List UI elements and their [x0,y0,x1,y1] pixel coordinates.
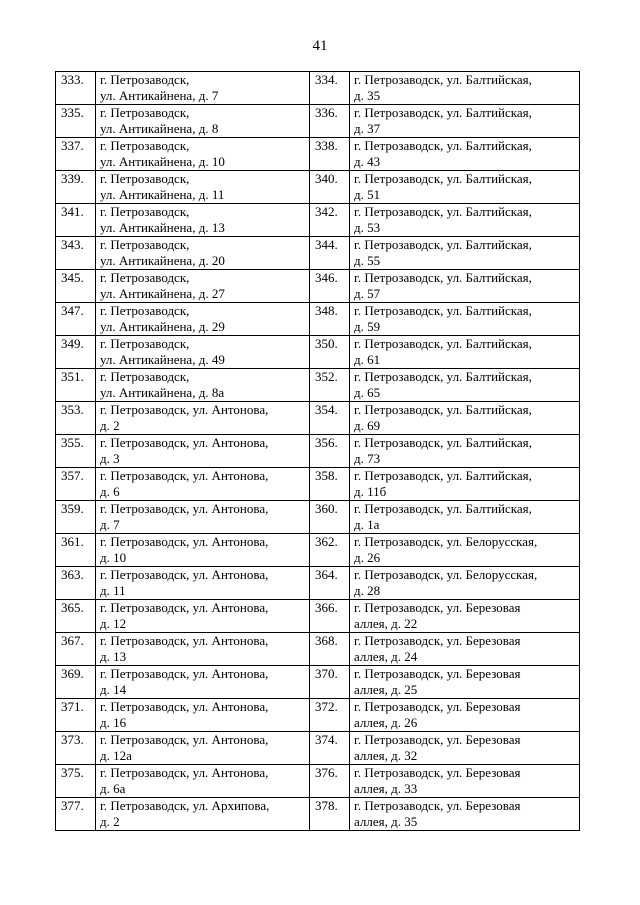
entry-number: 371. [56,699,96,732]
entry-number: 365. [56,600,96,633]
address-line-2: д. 14 [100,682,127,697]
entry-number: 336. [310,105,350,138]
address-line-1: г. Петрозаводск, ул. Антонова, [100,567,269,582]
entry-number: 334. [310,72,350,105]
address-line-1: г. Петрозаводск, ул. Архипова, [100,798,270,813]
address-cell [350,534,580,567]
address-line-2: д. 53 [354,220,381,235]
address-line-2: д. 11б [354,484,387,499]
address-line-1: г. Петрозаводск, ул. Березовая [354,600,521,615]
entry-number: 333. [56,72,96,105]
address-line-1: г. Петрозаводск, ул. Антонова, [100,600,269,615]
entry-number: 343. [56,237,96,270]
address-cell [96,633,310,666]
entry-number: 335. [56,105,96,138]
address-line-2: ул. Антикайнена, д. 49 [100,352,225,367]
entry-number: 353. [56,402,96,435]
address-line-1: г. Петрозаводск, ул. Балтийская, [354,270,532,285]
address-line-1: г. Петрозаводск, ул. Березовая [354,633,521,648]
entry-number: 361. [56,534,96,567]
entry-number: 350. [310,336,350,369]
address-cell [96,765,310,798]
entry-number: 354. [310,402,350,435]
address-line-2: ул. Антикайнена, д. 13 [100,220,225,235]
entry-number: 359. [56,501,96,534]
address-line-2: д. 61 [354,352,381,367]
address-line-1: г. Петрозаводск, ул. Белорусская, [354,567,538,582]
entry-number: 349. [56,336,96,369]
entry-number: 339. [56,171,96,204]
entry-number: 358. [310,468,350,501]
address-line-2: аллея, д. 32 [354,748,418,763]
address-line-1: г. Петрозаводск, ул. Балтийская, [354,138,532,153]
address-line-2: д. 26 [354,550,381,565]
address-cell [350,501,580,534]
address-line-1: г. Петрозаводск, [100,303,190,318]
address-cell [350,567,580,600]
address-line-1: г. Петрозаводск, ул. Березовая [354,699,521,714]
address-cell [96,534,310,567]
entry-number: 340. [310,171,350,204]
table-row [56,501,580,534]
table-row [56,105,580,138]
address-cell [350,798,580,831]
address-line-1: г. Петрозаводск, ул. Антонова, [100,435,269,450]
address-line-1: г. Петрозаводск, ул. Балтийская, [354,435,532,450]
address-line-1: г. Петрозаводск, ул. Балтийская, [354,171,532,186]
address-cell [96,138,310,171]
table-row [56,138,580,171]
address-line-2: д. 51 [354,187,381,202]
address-line-2: д. 35 [354,88,381,103]
address-cell [96,567,310,600]
address-line-2: ул. Антикайнена, д. 11 [100,187,225,202]
address-line-2: д. 37 [354,121,381,136]
address-line-2: ул. Антикайнена, д. 8 [100,121,219,136]
entry-number: 342. [310,204,350,237]
address-cell [96,402,310,435]
table-row [56,699,580,732]
entry-number: 367. [56,633,96,666]
address-line-1: г. Петрозаводск, ул. Березовая [354,732,521,747]
address-cell [96,732,310,765]
address-line-2: д. 11 [100,583,126,598]
address-table-body [56,72,580,831]
address-line-1: г. Петрозаводск, ул. Балтийская, [354,72,532,87]
address-line-2: д. 7 [100,517,120,532]
address-line-1: г. Петрозаводск, ул. Балтийская, [354,402,532,417]
address-cell [350,303,580,336]
table-row [56,567,580,600]
entry-number: 351. [56,369,96,402]
address-cell [350,699,580,732]
address-line-1: г. Петрозаводск, [100,204,190,219]
address-line-2: ул. Антикайнена, д. 20 [100,253,225,268]
table-row [56,666,580,699]
address-cell [96,72,310,105]
address-cell [96,237,310,270]
entry-number: 364. [310,567,350,600]
table-row [56,270,580,303]
address-cell [96,798,310,831]
entry-number: 377. [56,798,96,831]
address-cell [350,633,580,666]
address-table [55,71,580,831]
entry-number: 362. [310,534,350,567]
address-line-1: г. Петрозаводск, [100,105,190,120]
address-cell [96,468,310,501]
address-cell [350,270,580,303]
address-line-1: г. Петрозаводск, ул. Антонова, [100,468,269,483]
address-line-2: аллея, д. 22 [354,616,418,631]
address-cell [96,270,310,303]
entry-number: 375. [56,765,96,798]
address-line-1: г. Петрозаводск, [100,369,190,384]
address-cell [350,666,580,699]
address-line-1: г. Петрозаводск, ул. Балтийская, [354,303,532,318]
address-line-2: ул. Антикайнена, д. 8а [100,385,225,400]
address-line-1: г. Петрозаводск, ул. Березовая [354,765,521,780]
table-row [56,732,580,765]
table-row [56,633,580,666]
address-line-2: д. 73 [354,451,381,466]
address-cell [350,72,580,105]
address-line-2: д. 13 [100,649,127,664]
table-row [56,171,580,204]
address-line-2: д. 28 [354,583,381,598]
entry-number: 347. [56,303,96,336]
address-cell [96,171,310,204]
address-line-1: г. Петрозаводск, ул. Балтийская, [354,105,532,120]
address-line-2: д. 1а [354,517,380,532]
address-line-1: г. Петрозаводск, ул. Антонова, [100,402,269,417]
address-cell [96,105,310,138]
table-row [56,534,580,567]
address-cell [350,204,580,237]
address-line-1: г. Петрозаводск, [100,336,190,351]
address-line-2: д. 3 [100,451,120,466]
address-line-1: г. Петрозаводск, ул. Антонова, [100,732,269,747]
address-line-2: д. 2 [100,418,120,433]
entry-number: 357. [56,468,96,501]
address-cell [96,699,310,732]
address-cell [350,765,580,798]
entry-number: 366. [310,600,350,633]
table-row [56,72,580,105]
entry-number: 344. [310,237,350,270]
page-number: 41 [312,38,328,54]
entry-number: 341. [56,204,96,237]
address-line-1: г. Петрозаводск, ул. Балтийская, [354,204,532,219]
table-row [56,204,580,237]
entry-number: 373. [56,732,96,765]
address-line-1: г. Петрозаводск, ул. Белорусская, [354,534,538,549]
entry-number: 356. [310,435,350,468]
address-line-1: г. Петрозаводск, ул. Антонова, [100,534,269,549]
address-line-1: г. Петрозаводск, [100,270,190,285]
address-cell [96,303,310,336]
table-row [56,336,580,369]
entry-number: 348. [310,303,350,336]
address-cell [96,336,310,369]
address-line-1: г. Петрозаводск, ул. Антонова, [100,765,269,780]
table-row [56,237,580,270]
address-line-2: д. 6а [100,781,126,796]
entry-number: 374. [310,732,350,765]
address-cell [350,435,580,468]
address-cell [96,435,310,468]
address-line-2: аллея, д. 25 [354,682,418,697]
address-line-1: г. Петрозаводск, [100,171,190,186]
address-cell [350,402,580,435]
address-line-2: д. 6 [100,484,120,499]
entry-number: 337. [56,138,96,171]
address-line-1: г. Петрозаводск, ул. Антонова, [100,699,269,714]
address-cell [350,336,580,369]
address-line-1: г. Петрозаводск, ул. Балтийская, [354,468,532,483]
entry-number: 360. [310,501,350,534]
table-row [56,600,580,633]
address-line-1: г. Петрозаводск, [100,237,190,252]
address-cell [350,138,580,171]
address-cell [96,204,310,237]
address-line-1: г. Петрозаводск, ул. Балтийская, [354,501,532,516]
address-line-2: д. 69 [354,418,381,433]
address-line-2: д. 2 [100,814,120,829]
address-line-2: д. 65 [354,385,381,400]
address-cell [350,369,580,402]
address-line-2: ул. Антикайнена, д. 27 [100,286,225,301]
address-line-1: г. Петрозаводск, ул. Балтийская, [354,237,532,252]
address-line-2: д. 43 [354,154,381,169]
address-line-2: аллея, д. 33 [354,781,418,796]
entry-number: 352. [310,369,350,402]
address-cell [350,105,580,138]
address-cell [350,600,580,633]
address-cell [350,237,580,270]
address-line-2: д. 55 [354,253,381,268]
address-line-1: г. Петрозаводск, ул. Балтийская, [354,336,532,351]
address-cell [96,666,310,699]
address-line-1: г. Петрозаводск, ул. Березовая [354,666,521,681]
address-line-1: г. Петрозаводск, ул. Березовая [354,798,521,813]
address-line-2: д. 12а [100,748,132,763]
entry-number: 368. [310,633,350,666]
entry-number: 363. [56,567,96,600]
table-row [56,435,580,468]
address-line-1: г. Петрозаводск, [100,138,190,153]
table-row [56,369,580,402]
entry-number: 372. [310,699,350,732]
address-line-1: г. Петрозаводск, ул. Антонова, [100,633,269,648]
address-line-2: д. 16 [100,715,127,730]
address-cell [350,732,580,765]
entry-number: 378. [310,798,350,831]
address-line-2: аллея, д. 26 [354,715,418,730]
entry-number: 355. [56,435,96,468]
address-line-2: д. 12 [100,616,127,631]
table-row [56,468,580,501]
address-line-1: г. Петрозаводск, [100,72,190,87]
entry-number: 345. [56,270,96,303]
entry-number: 369. [56,666,96,699]
entry-number: 376. [310,765,350,798]
address-line-2: ул. Антикайнена, д. 29 [100,319,225,334]
address-line-1: г. Петрозаводск, ул. Антонова, [100,666,269,681]
table-row [56,402,580,435]
address-cell [350,468,580,501]
address-line-2: д. 57 [354,286,381,301]
address-line-2: аллея, д. 24 [354,649,418,664]
address-cell [96,369,310,402]
table-row [56,765,580,798]
address-line-2: аллея, д. 35 [354,814,418,829]
address-line-1: г. Петрозаводск, ул. Антонова, [100,501,269,516]
table-row [56,303,580,336]
address-line-1: г. Петрозаводск, ул. Балтийская, [354,369,532,384]
address-cell [96,501,310,534]
table-row [56,798,580,831]
entry-number: 370. [310,666,350,699]
address-line-2: д. 10 [100,550,127,565]
entry-number: 338. [310,138,350,171]
address-cell [96,600,310,633]
address-line-2: ул. Антикайнена, д. 7 [100,88,219,103]
address-cell [350,171,580,204]
address-line-2: д. 59 [354,319,381,334]
entry-number: 346. [310,270,350,303]
address-line-2: ул. Антикайнена, д. 10 [100,154,225,169]
